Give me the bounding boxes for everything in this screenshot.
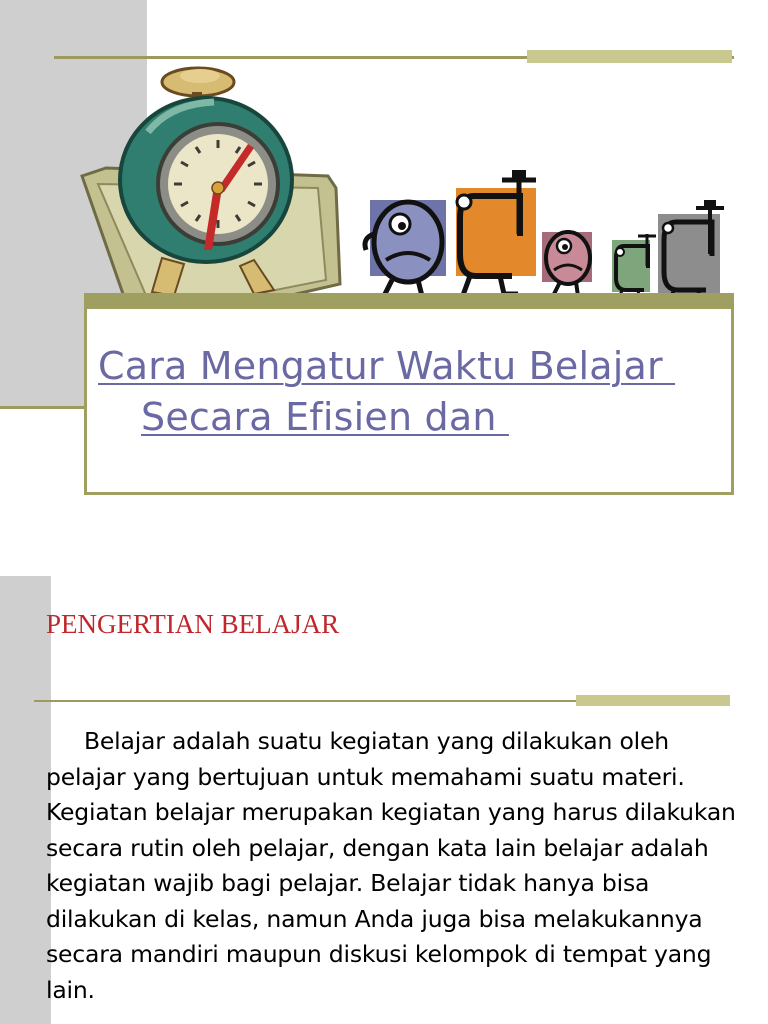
heading-divider-bar: [576, 695, 730, 706]
gray-clamp-character: [658, 200, 724, 306]
pink-circle-character: [542, 232, 592, 298]
content-slide: [0, 520, 768, 1024]
title-box-top-border: [84, 293, 734, 309]
alarm-clock-icon: [78, 52, 348, 332]
orange-clamp-character: [452, 170, 536, 298]
left-gray-band: [0, 576, 51, 1024]
walking-characters-illustration: [352, 162, 732, 310]
green-clamp-character: [612, 234, 656, 302]
left-accent-line: [0, 406, 84, 409]
top-accent-bar: [527, 50, 732, 63]
body-paragraph: Belajar adalah suatu kegiatan yang dilakukan oleh pelajar yang bertujuan untuk memahami suatu materi. Kegiatan belajar merupakan kegiatan yang harus dilakukan secara rutin oleh pelajar, dengan kata lain belajar adalah kegiatan wajib bagi pelajar. Belajar tidak hanya bisa dilakukan di kelas, namun Anda juga bisa melakukannya secara mandiri maupun diskusi kelompok di tempat yang lain.: [46, 727, 736, 1004]
blue-circle-character: [365, 200, 446, 300]
slide-title-line-1[interactable]: Cara Mengatur Waktu Belajar: [98, 344, 676, 388]
section-heading: PENGERTIAN BELAJAR: [46, 609, 340, 639]
slide-title-line-2[interactable]: Secara Efisien dan: [141, 395, 509, 439]
